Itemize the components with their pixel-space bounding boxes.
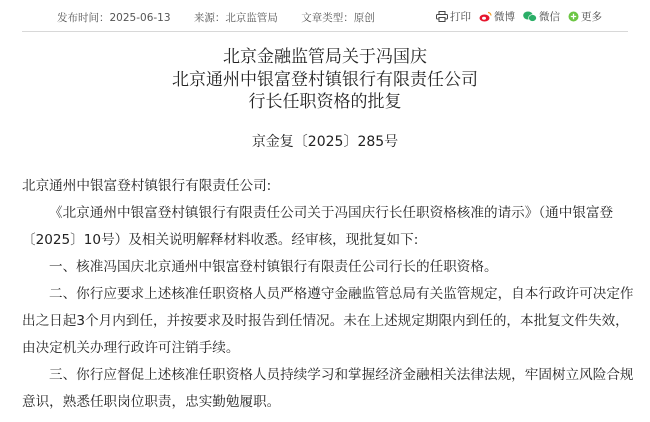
document-number: 京金复〔2025〕285号: [251, 134, 399, 150]
print-button[interactable]: [436, 9, 471, 24]
salutation: 北京通州中银富登村镇银行有限责任公司:: [22, 178, 272, 194]
paragraph-item-2: 二、你行应要求上述核准任职资格人员严格遵守金融监管总局有关监管规定，自本行政许可决定作出之日起3个月内到任，并按要求及时报告到任情况。未在上述规定期限内到任的，本批复文件失效，由决定机关办理行政许可注销手续。: [22, 286, 634, 356]
article-meta: [57, 10, 395, 25]
title-line-2: 北京通州中银富登村镇银行有限责任公司: [172, 69, 478, 90]
weibo-icon: [479, 11, 492, 22]
print-label: 打印: [450, 11, 471, 23]
page-title: [0, 46, 650, 114]
more-label: 更多: [581, 11, 602, 23]
wechat-label: 微信: [539, 11, 560, 23]
publish-time: 发布时间：2025-06-13: [57, 12, 171, 24]
meta-bar: [0, 0, 650, 32]
share-wechat-button[interactable]: [523, 9, 560, 24]
title-line-1: 北京金融监管局关于冯国庆: [223, 47, 427, 67]
share-toolbar: [428, 9, 602, 24]
paragraph-item-3: 三、你行应督促上述核准任职资格人员持续学习和掌握经济金融相关法律法规，牢固树立风险合规意识，熟悉任职岗位职责，忠实勤勉履职。: [22, 367, 634, 410]
header-divider: [22, 31, 628, 32]
plus-circle-icon: [568, 11, 579, 22]
printer-icon: [436, 11, 448, 22]
paragraph-item-1: 一、核准冯国庆北京通州中银富登村镇银行有限责任公司行长的任职资格。: [49, 259, 498, 275]
article-type: 文章类型：原创: [301, 12, 375, 24]
title-line-3: 行长任职资格的批复: [248, 92, 402, 112]
share-more-button[interactable]: [568, 9, 602, 24]
paragraph-request: 《北京通州中银富登村镇银行有限责任公司关于冯国庆行长任职资格核准的请示》（通中银富登〔2025〕10号）及相关说明解释材料收悉。经审核，现批复如下:: [22, 205, 614, 248]
article-source: 来源：北京监管局: [193, 12, 278, 24]
wechat-icon: [523, 11, 537, 22]
share-weibo-button[interactable]: [479, 9, 515, 24]
weibo-label: 微博: [494, 11, 515, 23]
article-body: [22, 173, 634, 416]
